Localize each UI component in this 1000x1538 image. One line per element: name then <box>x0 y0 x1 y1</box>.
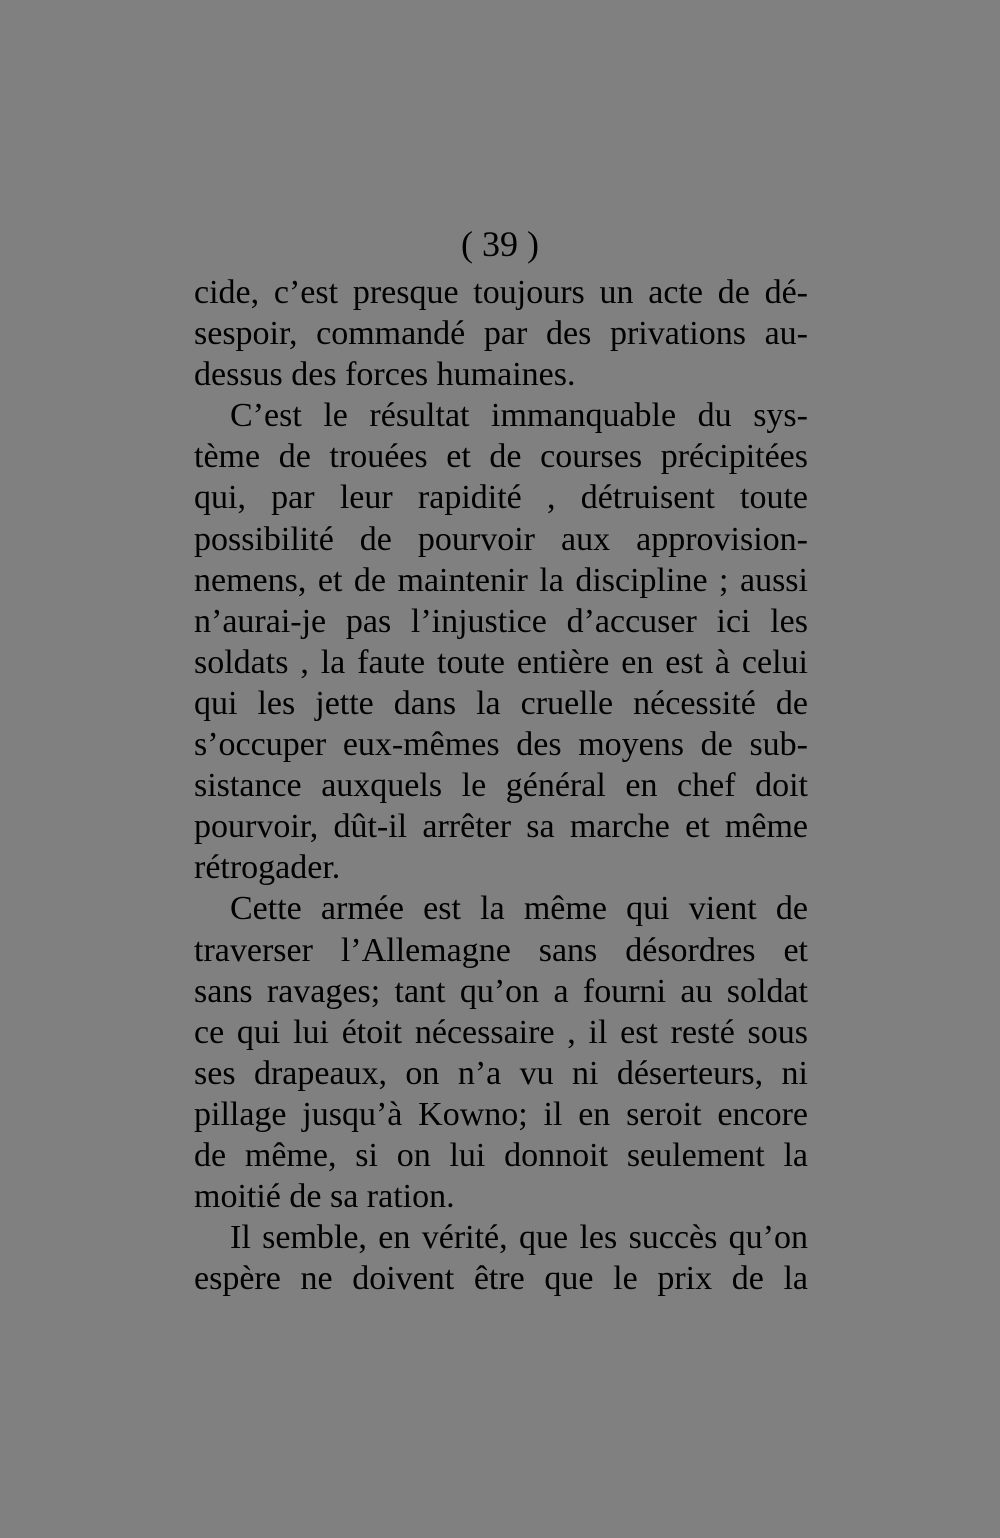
text-line: sans ravages; tant qu’on a fourni au soldat <box>194 972 808 1010</box>
text-line: Cette armée est la même qui vient de <box>230 890 808 928</box>
text-line: s’occuper eux-mêmes des moyens de sub- <box>194 726 808 764</box>
text-line: n’aurai-je pas l’injustice d’accuser ici les <box>194 602 808 640</box>
text-line: pourvoir, dût-il arrêter sa marche et même <box>194 808 808 846</box>
text-line: Il semble, en vérité, que les succès qu’on <box>230 1219 808 1257</box>
text-line: soldats , la faute toute entière en est à celui <box>194 643 808 681</box>
text-line: sistance auxquels le général en chef doit <box>194 767 808 805</box>
text-line: C’est le résultat immanquable du sys- <box>230 397 808 435</box>
text-line: de même, si on lui donnoit seulement la <box>194 1136 808 1174</box>
text-line: qui, par leur rapidité , détruisent toute <box>194 479 808 517</box>
text-line: possibilité de pourvoir aux approvision- <box>194 520 808 558</box>
text-line: sespoir, commandé par des privations au- <box>194 315 808 353</box>
text-line: espère ne doivent être que le prix de la <box>194 1260 808 1298</box>
text-line: ce qui lui étoit nécessaire , il est resté sous <box>194 1013 808 1051</box>
text-line: moitié de sa ration. <box>194 1178 455 1216</box>
body-text <box>194 272 808 1299</box>
page-number: ( 39 ) <box>461 224 539 264</box>
text-line: qui les jette dans la cruelle nécessité de <box>194 684 808 722</box>
text-line: dessus des forces humaines. <box>194 356 576 394</box>
text-line: cide, c’est presque toujours un acte de dé- <box>194 274 808 311</box>
text-line: ses drapeaux, on n’a vu ni déserteurs, ni <box>194 1054 808 1092</box>
text-line: rétrogader. <box>194 849 341 887</box>
text-line: nemens, et de maintenir la discipline ; aussi <box>194 561 808 599</box>
text-line: tème de trouées et de courses précipitées <box>194 438 808 476</box>
text-line: traverser l’Allemagne sans désordres et <box>194 931 808 969</box>
text-line: pillage jusqu’à Kowno; il en seroit encore <box>194 1095 808 1133</box>
